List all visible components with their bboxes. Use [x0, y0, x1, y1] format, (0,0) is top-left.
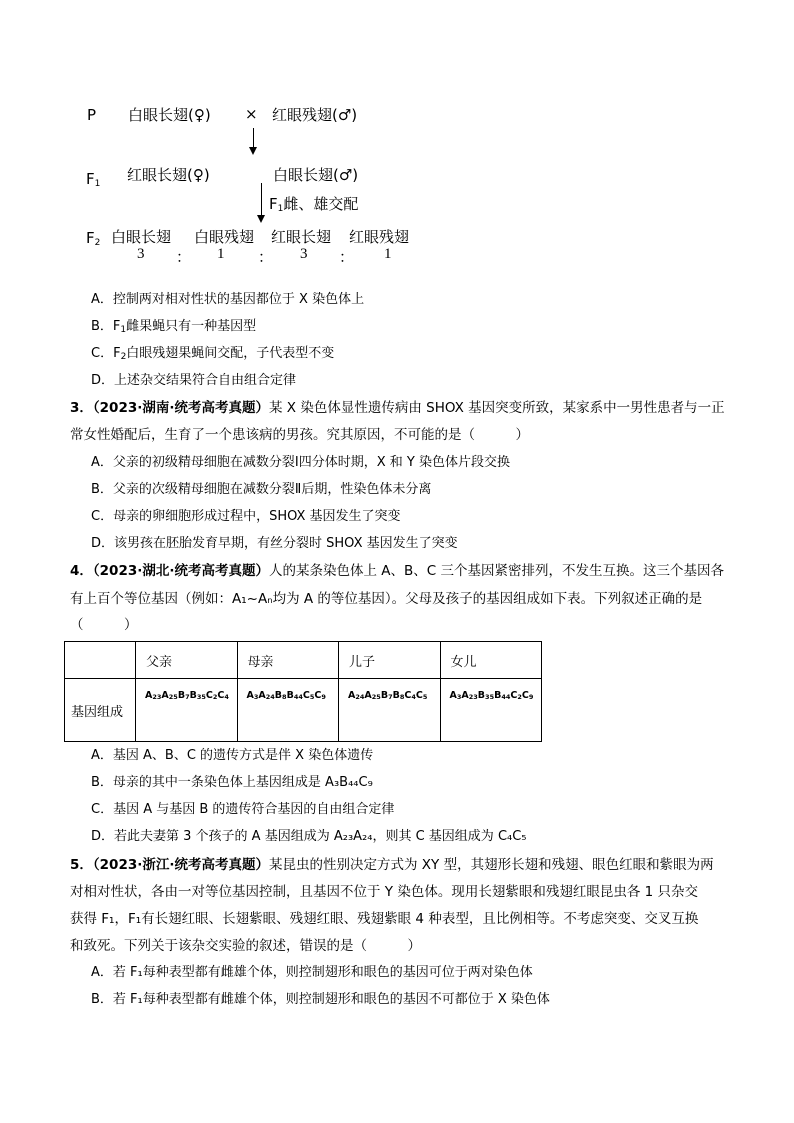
q4-option-a: A．基因 A、B、C 的遗传方式是伴 X 染色体遗传 — [91, 748, 374, 763]
f2-ratio-value: 1 — [217, 246, 225, 262]
allele-letter: B — [392, 690, 400, 701]
allele-subscript: 24 — [355, 693, 365, 701]
table-row — [65, 679, 542, 742]
q2-option-d: D．上述杂交结果符合自由组合定律 — [91, 373, 297, 388]
allele-subscript: 25 — [371, 693, 381, 701]
q4-option-d: D．若此夫妻第 3 个孩子的 A 基因组成为 A₂₃A₂₄，则其 C 基因组成为 C₄C₅ — [91, 829, 527, 844]
allele-letter: B — [477, 690, 486, 701]
q5-stem-line2: 对相对性状，各由一对等位基因控制，且基因不位于 Y 染色体。现用长翅紫眼和残翅红眼昆虫各 1 只杂交 — [70, 884, 698, 900]
q3-stem: 3．（2023·湖南·统考高考真题）某 X 染色体显性遗传病由 SHOX 基因突变所致，某家系中一男性患者与一正 — [70, 400, 725, 416]
allele-letter: C — [205, 690, 213, 701]
allele-letter: A — [364, 690, 372, 701]
genotype-daughter — [450, 679, 538, 704]
table-cell — [237, 679, 339, 742]
allele-letter: B — [494, 690, 502, 701]
q5-stem-line3: 获得 F₁，F₁有长翅红眼、长翅紫眼、残翅红眼、残翅紫眼 4 种表型，且比例相等。不考虑突变、交叉互换 — [70, 911, 699, 927]
table-header-row — [65, 642, 542, 679]
allele-letter: A — [348, 690, 356, 701]
table-cell — [339, 679, 441, 742]
q5-option-b: B．若 F₁每种表型都有雌雄个体，则控制翅形和眼色的基因不可都位于 X 染色体 — [91, 992, 550, 1007]
table-cell — [440, 679, 542, 742]
generation-f1-label: $F_1$ — [86, 170, 101, 189]
f2-phenotype: 红眼残翅 — [349, 228, 410, 246]
allele-letter: A — [449, 690, 457, 701]
allele-letter: C — [521, 690, 529, 701]
allele-subscript: 44 — [293, 693, 303, 701]
allele-letter: B — [286, 690, 294, 701]
allele-subscript: 3 — [253, 693, 259, 701]
genotype-mother — [247, 679, 335, 704]
allele-subscript: 3 — [456, 693, 462, 701]
allele-letter: A — [258, 690, 266, 701]
f1-male-phenotype: 白眼长翅(♂) — [273, 166, 359, 184]
allele-subscript: 8 — [282, 693, 287, 701]
q4-stem: 4．（2023·湖北·统考高考真题）人的某条染色体上 A、B、C 三个基因紧密排列，不发生互换。这三个基因各 — [70, 563, 725, 579]
table-header-cell: 母亲 — [237, 642, 339, 679]
table-header-cell: 父亲 — [136, 642, 238, 679]
allele-subscript: 35 — [196, 693, 206, 701]
q2-option-c: C．$F_2$白眼残翅果蝇间交配，子代表型不变 — [91, 346, 335, 362]
allele-letter: C — [314, 690, 322, 701]
table-cell — [136, 679, 238, 742]
allele-subscript: 4 — [224, 693, 229, 701]
allele-letter: A — [145, 690, 153, 701]
allele-subscript: 25 — [168, 693, 178, 701]
table-row-label: 基因组成 — [65, 679, 136, 742]
f2-ratio-value: 1 — [384, 246, 392, 262]
allele-letter: A — [161, 690, 169, 701]
q4-option-c: C．基因 A 与基因 B 的遗传符合基因的自由组合定律 — [91, 802, 395, 817]
q3-option-a: A．父亲的初级精母细胞在减数分裂Ⅰ四分体时期，X 和 Y 染色体片段交换 — [91, 455, 510, 470]
f2-ratio-colon: ： — [339, 250, 355, 266]
q2-option-b: B．$F_1$雌果蝇只有一种基因型 — [91, 319, 257, 335]
arrow-down-icon — [253, 128, 254, 148]
f2-phenotype: 红眼长翅 — [271, 228, 332, 246]
arrow-head-icon — [257, 215, 265, 223]
allele-letter: C — [302, 690, 310, 701]
allele-letter: C — [404, 690, 412, 701]
allele-subscript: 9 — [321, 693, 326, 701]
f1-mating-note: $F_1$雌、雄交配 — [269, 195, 359, 214]
table-header-cell — [65, 642, 136, 679]
allele-subscript: 2 — [212, 693, 218, 701]
allele-letter: B — [177, 690, 186, 701]
table-header-cell: 儿子 — [339, 642, 441, 679]
generation-f2-label: $F_2$ — [86, 229, 101, 248]
f2-ratio-value: 3 — [137, 246, 145, 262]
allele-subscript: 9 — [528, 693, 534, 701]
p-female-phenotype: 白眼长翅(♀) — [128, 106, 211, 124]
p-male-phenotype: 红眼残翅(♂) — [272, 106, 358, 124]
allele-letter: A — [461, 690, 469, 701]
allele-letter: C — [217, 690, 225, 701]
f2-ratio-colon: ： — [176, 250, 192, 266]
q5-option-a: A．若 F₁每种表型都有雌雄个体，则控制翅形和眼色的基因可位于两对染色体 — [91, 965, 533, 980]
allele-subscript: 7 — [388, 693, 393, 701]
allele-subscript: 7 — [185, 693, 190, 701]
allele-subscript: 2 — [517, 693, 522, 701]
genotype-son — [348, 679, 436, 704]
allele-subscript: 23 — [468, 693, 478, 701]
f2-phenotype: 白眼长翅 — [111, 228, 172, 246]
q3-stem-line2: 常女性婚配后，生育了一个患该病的男孩。究其原因，不可能的是（ ） — [70, 427, 529, 443]
q4-stem-line3: （ ） — [70, 617, 138, 633]
arrow-head-icon — [249, 147, 257, 155]
q5-stem: 5．（2023·浙江·统考高考真题）某昆虫的性别决定方式为 XY 型，其翅形长翅和残翅、眼色红眼和紫眼为两 — [70, 857, 714, 873]
table-header-cell: 女儿 — [440, 642, 542, 679]
generation-p-label: P — [87, 106, 97, 124]
allele-subscript: 35 — [485, 693, 495, 701]
genotype-father — [145, 679, 233, 704]
q3-option-c: C．母亲的卵细胞形成过程中，SHOX 基因发生了突变 — [91, 509, 401, 524]
allele-letter: C — [415, 690, 423, 701]
f1-female-phenotype: 红眼长翅(♀) — [127, 166, 210, 184]
allele-letter: A — [246, 690, 254, 701]
allele-subscript: 4 — [411, 693, 416, 701]
q4-option-b: B．母亲的其中一条染色体上基因组成是 A₃B₄₄C₉ — [91, 775, 373, 790]
q2-option-a: A．控制两对相对性状的基因都位于 X 染色体上 — [91, 292, 365, 307]
f2-phenotype: 白眼残翅 — [194, 228, 255, 246]
genotype-table — [64, 641, 542, 742]
q3-option-b: B．父亲的次级精母细胞在减数分裂Ⅱ后期，性染色体未分离 — [91, 482, 432, 497]
cross-symbol: × — [245, 105, 258, 123]
allele-subscript: 44 — [501, 693, 511, 701]
f2-ratio-value: 3 — [300, 246, 308, 262]
allele-subscript: 8 — [399, 693, 405, 701]
allele-subscript: 5 — [309, 693, 315, 701]
allele-letter: B — [274, 690, 283, 701]
q5-stem-line4: 和致死。下列关于该杂交实验的叙述，错误的是（ ） — [70, 938, 421, 954]
allele-letter: B — [380, 690, 389, 701]
allele-subscript: 24 — [265, 693, 275, 701]
allele-letter: B — [189, 690, 197, 701]
allele-subscript: 23 — [152, 693, 162, 701]
allele-letter: C — [510, 690, 518, 701]
allele-subscript: 5 — [422, 693, 428, 701]
arrow-down-icon — [261, 183, 262, 216]
q3-option-d: D．该男孩在胚胎发育早期，有丝分裂时 SHOX 基因发生了突变 — [91, 536, 458, 551]
f2-ratio-colon: ： — [258, 250, 274, 266]
q4-stem-line2: 有上百个等位基因（例如：A₁~Aₙ均为 A 的等位基因）。父母及孩子的基因组成如下表。下列叙述正确的是 — [70, 591, 703, 607]
